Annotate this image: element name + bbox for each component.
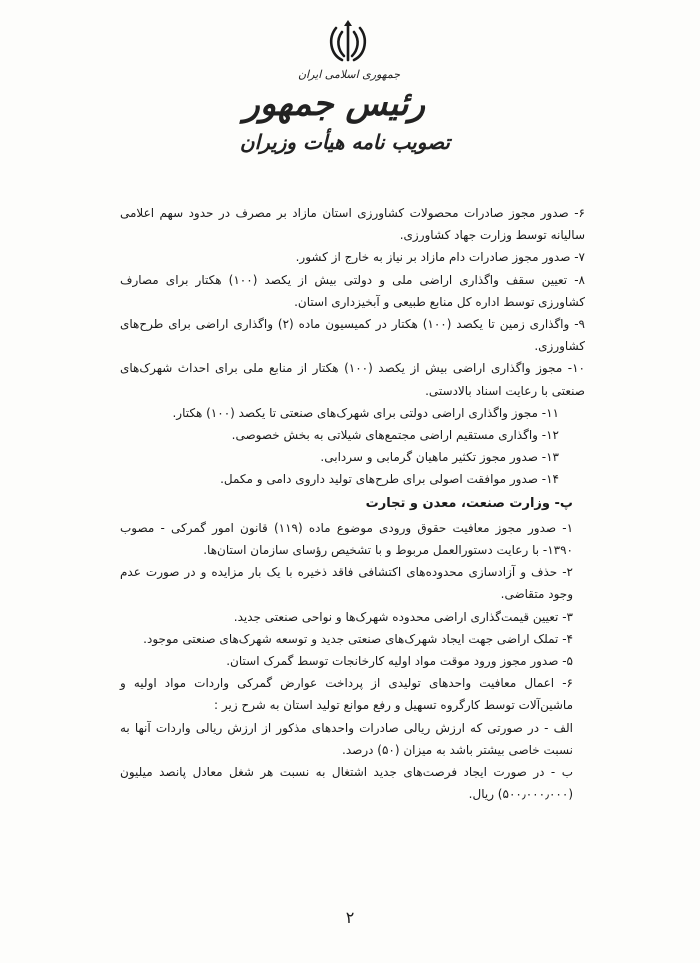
paragraph: الف - در صورتی که ارزش ریالی صادرات واحدهای مذکور از ارزش ریالی واردات آنها به نسبت خاصی بیشتر باشد به میزان (۵۰) درصد. [120, 720, 573, 757]
paragraph: ب - در صورت ایجاد فرصت‌های جدید اشتغال به نسبت هر شغل معادل پانصد میلیون (۵۰۰٫۰۰۰٫۰۰۰) ریال. [120, 765, 573, 802]
president-title: رئیس جمهور [243, 84, 425, 124]
iran-emblem-icon [324, 18, 372, 66]
paragraph: ۶- صدور مجوز صادرات محصولات کشاورزی استان مازاد بر مصرف در حدود سهم اعلامی سالیانه توسط وزارت جهاد کشاورزی. [120, 206, 585, 243]
paragraph: ۱۱- مجوز واگذاری اراضی دولتی برای شهرک‌های صنعتی تا یکصد (۱۰۰) هکتار. [172, 405, 559, 420]
republic-title: جمهوری اسلامی ایران [297, 68, 400, 81]
paragraph: ۱۰- مجوز واگذاری اراضی بیش از یکصد (۱۰۰) هکتار از منابع ملی برای احداث شهرک‌های صنعتی با رعایت اسناد بالادستی. [120, 361, 585, 398]
paragraph: ۳- تعیین قیمت‌گذاری اراضی محدوده شهرک‌ها و نواحی صنعتی جدید. [233, 609, 573, 624]
section-heading: پ- وزارت صنعت، معدن و تجارت [365, 495, 573, 511]
paragraph: ۸- تعیین سقف واگذاری اراضی ملی و دولتی بیش از یکصد (۱۰۰) هکتار برای مصارف کشاورزی توسط اداره کل منابع طبیعی و آبخیزداری استان. [120, 272, 585, 309]
paragraph: ۵- صدور مجوز ورود موقت مواد اولیه کارخانجات توسط گمرک استان. [226, 654, 573, 669]
paragraph: ۱۳- صدور مجوز تکثیر ماهیان گرمابی و سردابی. [320, 450, 559, 465]
cabinet-title: تصویب نامه هیأت وزیران [239, 130, 450, 154]
paragraph: ۴- تملک اراضی جهت ایجاد شهرک‌های صنعتی جدید و توسعه شهرک‌های صنعتی موجود. [143, 631, 573, 646]
paragraph: ۲- حذف و آزادسازی محدوده‌های اکتشافی فاقد ذخیره با یک بار مزایده و در صورت عدم وجود متقاضی. [120, 565, 573, 602]
page-number: ۲ [345, 908, 355, 927]
paragraph: ۷- صدور مجوز صادرات دام مازاد بر نیاز به خارج از کشور. [295, 250, 585, 265]
document-body [120, 202, 585, 805]
paragraph: ۱- صدور مجوز معافیت حقوق ورودی موضوع ماده (۱۱۹) قانون امور گمرکی - مصوب ۱۳۹۰- با رعایت دستورالعمل مربوط و با تشخیص رؤسای سازمان استان‌ها. [120, 520, 574, 558]
paragraph: ۱۲- واگذاری مستقیم اراضی مجتمع‌های شیلاتی به بخش خصوصی. [231, 428, 559, 443]
paragraph: ۹- واگذاری زمین تا یکصد (۱۰۰) هکتار در کمیسیون ماده (۲) واگذاری اراضی برای طرح‌های کشاورزی. [120, 317, 585, 354]
paragraph: ۱۴- صدور موافقت اصولی برای طرح‌های تولید داروی دامی و مکمل. [220, 472, 559, 487]
paragraph: ۶- اعمال معافیت واحدهای تولیدی از پرداخت عوارض گمرکی واردات مواد اولیه و ماشین‌آلات توسط کارگروه تسهیل و رفع موانع تولید استان به شرح زیر : [120, 676, 573, 713]
